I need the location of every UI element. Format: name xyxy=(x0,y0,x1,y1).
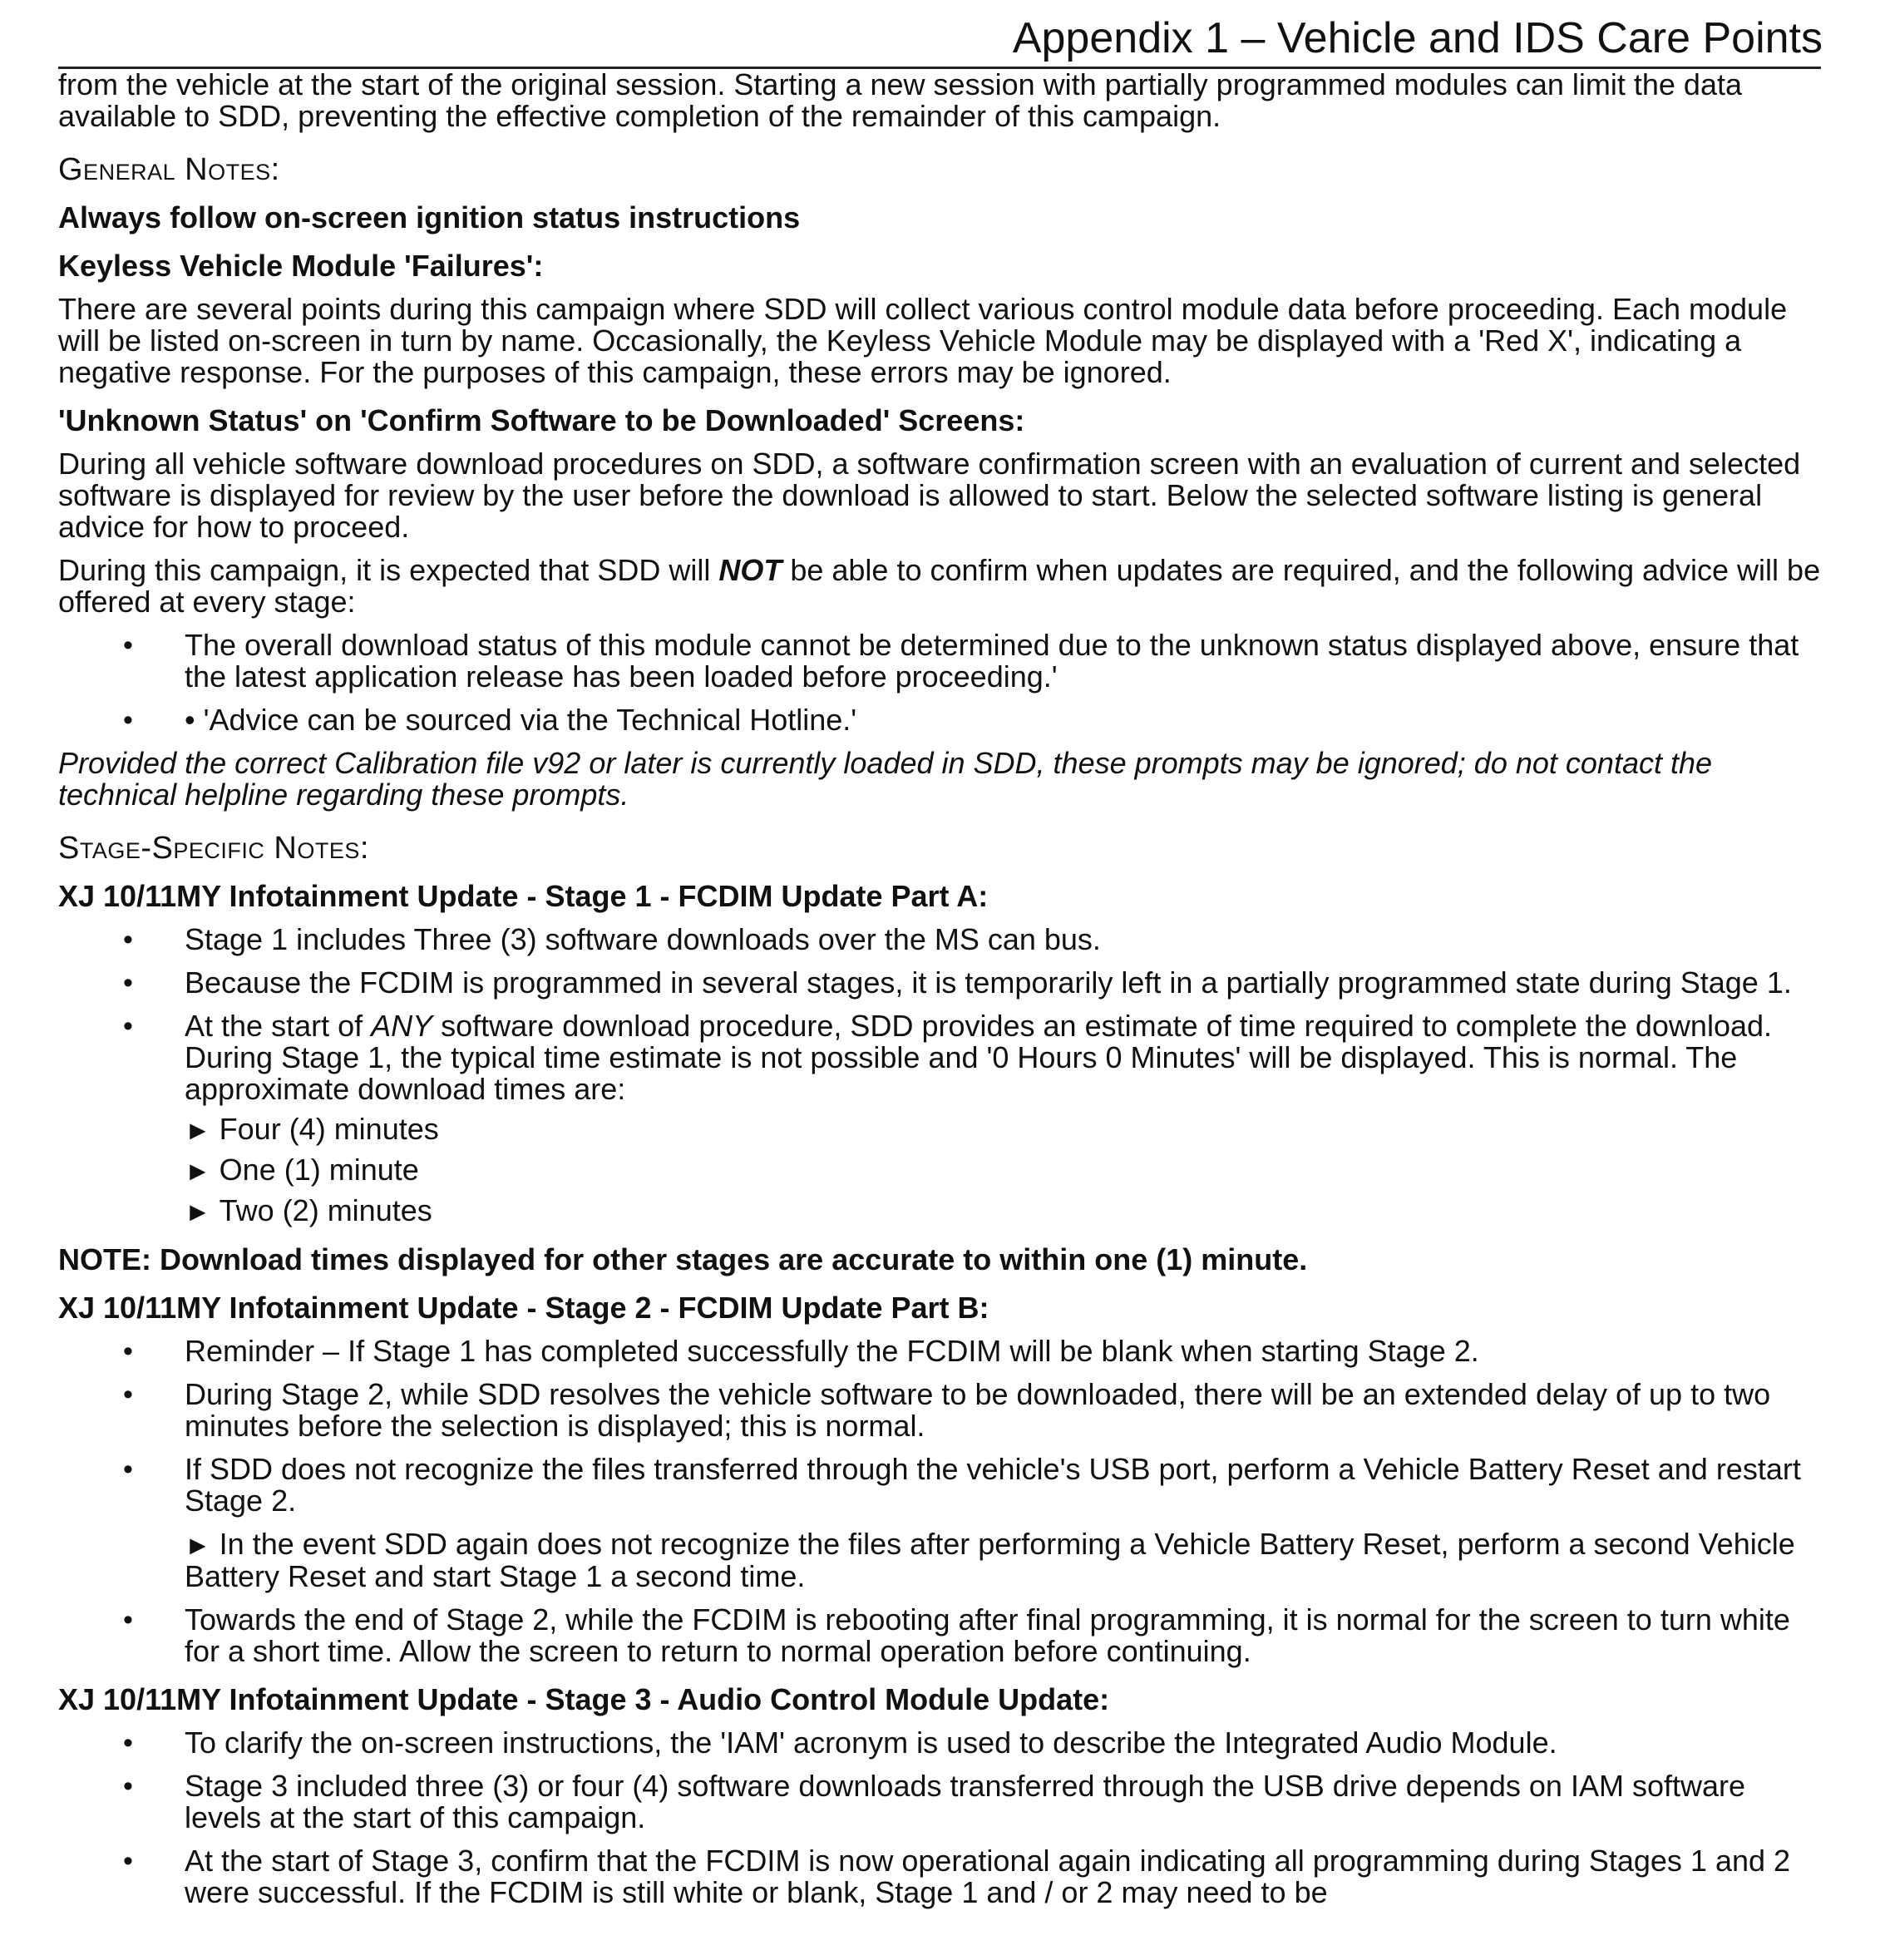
bullet-icon: • xyxy=(123,1770,133,1802)
stage3-bullet-text: To clarify the on-screen instructions, the 'IAM' acronym is used to describe the Integrated Audio Module. xyxy=(185,1725,1557,1760)
intro-paragraph: from the vehicle at the start of the original session. Starting a new session with partially programmed modules can limit the data available to SDD, preventing the effective completion of the remainder of this campaign. xyxy=(58,67,1742,133)
stage2-bullet-text: Reminder – If Stage 1 has completed successfully the FCDIM will be blank when starting Stage 2. xyxy=(185,1334,1479,1368)
bullet-icon: • xyxy=(123,1454,133,1485)
time-item xyxy=(58,1195,1821,1227)
expected-text-post: be able to confirm when updates are required, and the following advice will be offered at every stage: xyxy=(58,553,1821,619)
bullet-icon: • xyxy=(123,924,133,955)
stage1-bullet-text: Stage 1 includes Three (3) software downloads over the MS can bus. xyxy=(185,922,1101,956)
bullet-icon: • xyxy=(123,1010,133,1042)
stage1-heading: XJ 10/11MY Infotainment Update - Stage 1 - FCDIM Update Part A: xyxy=(58,879,989,913)
list-item xyxy=(58,1379,1821,1442)
stage2-list-cont xyxy=(58,1604,1821,1667)
list-item xyxy=(58,967,1821,999)
any-emphasis: ANY xyxy=(371,1009,433,1043)
expected-text-pre: During this campaign, it is expected that SDD will xyxy=(58,553,719,587)
expected-paragraph xyxy=(58,555,1821,618)
stage2-heading: XJ 10/11MY Infotainment Update - Stage 2 - FCDIM Update Part B: xyxy=(58,1291,989,1325)
advice-text: • 'Advice can be sourced via the Technical Hotline.' xyxy=(185,703,857,737)
list-item xyxy=(58,1770,1821,1834)
list-item xyxy=(58,1010,1821,1105)
bullet-icon: • xyxy=(123,1845,133,1877)
document-page xyxy=(58,0,1821,1908)
time-item xyxy=(58,1154,1821,1187)
time-text: Four (4) minutes xyxy=(219,1112,439,1146)
arrow-icon: ► xyxy=(185,1115,211,1145)
download-times-note: NOTE: Download times displayed for other stages are accurate to within one (1) minute. xyxy=(58,1242,1308,1276)
stage2-list xyxy=(58,1335,1821,1517)
list-item xyxy=(58,1335,1821,1367)
stage2-bullet-text: During Stage 2, while SDD resolves the vehicle software to be downloaded, there will be an extended delay of up to two minutes before the selection is displayed; this is normal. xyxy=(185,1377,1771,1443)
stage1-bullet3-pre: At the start of xyxy=(185,1009,372,1043)
page-header xyxy=(58,0,1821,69)
advice-text: The overall download status of this module cannot be determined due to the unknown status displayed above, ensure that the latest application release has been loaded before proceeding.' xyxy=(185,628,1799,694)
stage3-bullet-text: At the start of Stage 3, confirm that the FCDIM is now operational again indicating all programming during Stages 1 and 2 were successful. If the FCDIM is still white or blank, Stage 1 and / or 2 may need to be xyxy=(185,1844,1791,1909)
list-item xyxy=(58,704,1821,736)
keyless-heading: Keyless Vehicle Module 'Failures': xyxy=(58,249,544,283)
arrow-icon: ► xyxy=(185,1530,211,1560)
general-notes-heading: General Notes: xyxy=(58,152,280,187)
stage2-bullet-text: If SDD does not recognize the files transferred through the vehicle's USB port, perform a Vehicle Battery Reset and restart Stage 2. xyxy=(185,1452,1801,1518)
list-item xyxy=(58,1845,1821,1908)
bullet-icon: • xyxy=(123,1604,133,1636)
time-item xyxy=(58,1113,1821,1146)
advice-list xyxy=(58,629,1821,736)
stage3-heading: XJ 10/11MY Infotainment Update - Stage 3 - Audio Control Module Update: xyxy=(58,1682,1110,1716)
bullet-icon: • xyxy=(123,1335,133,1367)
list-item xyxy=(58,629,1821,693)
stage1-list xyxy=(58,924,1821,1105)
expected-not-emphasis: NOT xyxy=(718,553,782,587)
arrow-icon: ► xyxy=(185,1156,211,1186)
bullet-icon: • xyxy=(123,704,133,736)
unknown-status-heading: 'Unknown Status' on 'Confirm Software to be Downloaded' Screens: xyxy=(58,403,1025,437)
calibration-note: Provided the correct Calibration file v92 or later is currently loaded in SDD, these prompts may be ignored; do not contact the technical helpline regarding these prompts. xyxy=(58,746,1713,812)
bullet-icon: • xyxy=(123,1379,133,1410)
time-text: Two (2) minutes xyxy=(219,1193,432,1227)
stage2-sub-text: In the event SDD again does not recognize the files after performing a Vehicle Battery Reset, perform a second Vehicle Battery Reset and start Stage 1 a second time. xyxy=(185,1527,1795,1593)
bullet-icon: • xyxy=(123,967,133,999)
time-text: One (1) minute xyxy=(219,1153,419,1187)
list-item xyxy=(58,1604,1821,1667)
stage3-bullet-text: Stage 3 included three (3) or four (4) software downloads transferred through the USB drive depends on IAM software levels at the start of this campaign. xyxy=(185,1769,1746,1834)
stage1-bullet-text: Because the FCDIM is programmed in several stages, it is temporarily left in a partially programmed state during Stage 1. xyxy=(185,965,1792,1000)
unknown-status-paragraph: During all vehicle software download procedures on SDD, a software confirmation screen with an evaluation of current and selected software is displayed for review by the user before the download is allowed to start. Below the selected software listing is general advice for how to proceed. xyxy=(58,447,1801,544)
document-body xyxy=(58,69,1821,1908)
list-item xyxy=(58,1454,1821,1517)
keyless-paragraph: There are several points during this campaign where SDD will collect various control module data before proceeding. Each module will be listed on-screen in turn by name. Occasionally, the Keyless Vehicle Module may be displayed with a 'Red X', indicating a negative response. For the purposes of this campaign, these errors may be ignored. xyxy=(58,292,1788,389)
list-item xyxy=(58,1727,1821,1759)
stage2-bullet-text: Towards the end of Stage 2, while the FCDIM is rebooting after final programming, it is normal for the screen to turn white for a short time. Allow the screen to return to normal operation before continuing. xyxy=(185,1602,1790,1668)
bullet-icon: • xyxy=(123,629,133,661)
stage3-list xyxy=(58,1727,1821,1908)
page-title: Appendix 1 – Vehicle and IDS Care Points xyxy=(1012,14,1823,62)
arrow-icon: ► xyxy=(185,1197,211,1227)
stage1-bullet3-post: software download procedure, SDD provides an estimate of time required to complete the download. During Stage 1, the typical time estimate is not possible and '0 Hours 0 Minutes' will be displayed. This is normal. The approximate download times are: xyxy=(185,1009,1773,1106)
ignition-heading: Always follow on-screen ignition status instructions xyxy=(58,200,801,235)
bullet-icon: • xyxy=(123,1727,133,1759)
list-item xyxy=(58,924,1821,955)
stage2-sub-item xyxy=(58,1528,1821,1592)
stage-notes-heading: Stage-Specific Notes: xyxy=(58,831,369,866)
